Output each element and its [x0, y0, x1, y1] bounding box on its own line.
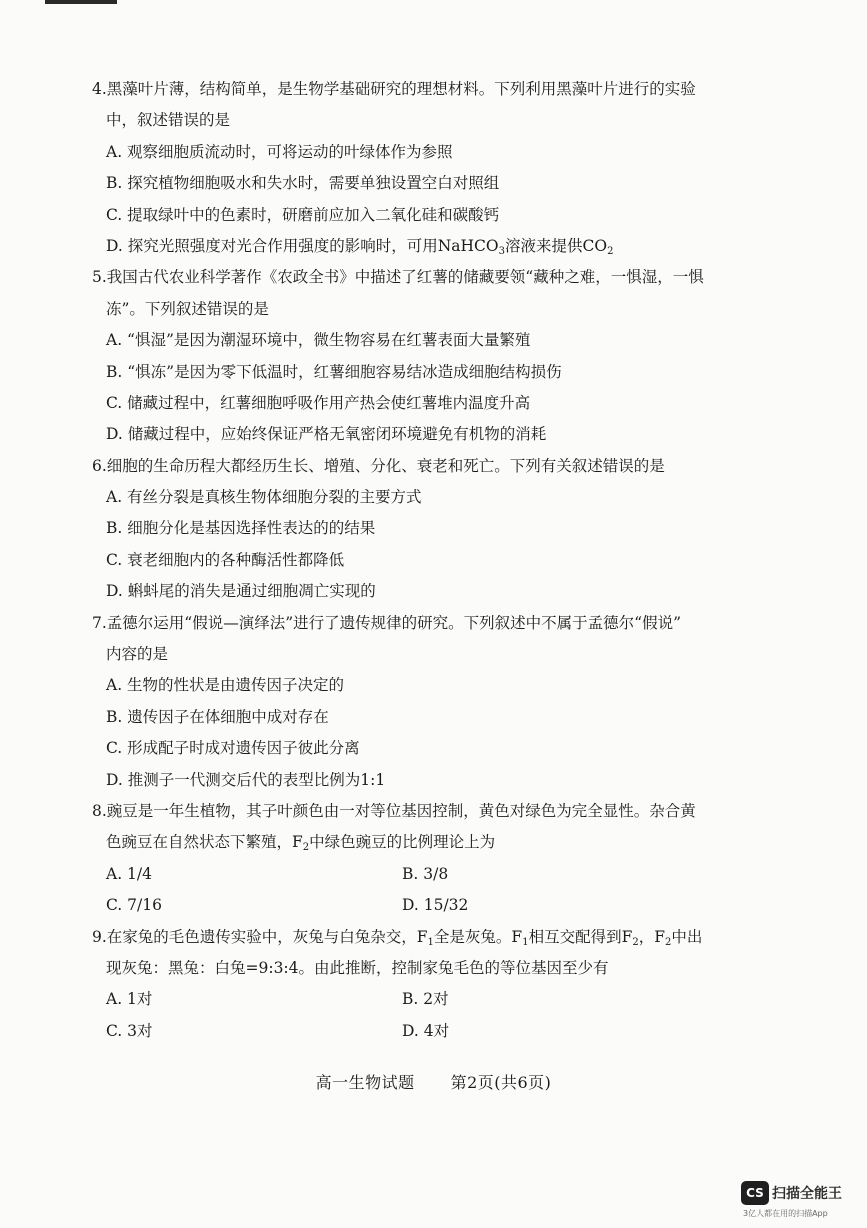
- option-d: D. 4对: [402, 1021, 450, 1040]
- question-4: [92, 74, 742, 262]
- question-stem: 内容的是: [106, 645, 169, 664]
- options-row: [92, 1016, 742, 1047]
- options-row: [92, 984, 742, 1015]
- option-b: B. 细胞分化是基因选择性表达的的结果: [106, 519, 376, 538]
- option-c: C. 形成配子时成对遗传因子彼此分离: [106, 739, 360, 758]
- question-8: [92, 796, 742, 922]
- option-d: D. 蝌蚪尾的消失是通过细胞凋亡实现的: [106, 582, 376, 601]
- option-c: C. 衰老细胞内的各种酶活性都降低: [106, 550, 345, 569]
- option-c: C. 储藏过程中，红薯细胞呼吸作用产热会使红薯堆内温度升高: [106, 393, 531, 412]
- question-stem: 现灰兔：黑兔：白兔=9:3:4。由此推断，控制家兔毛色的等位基因至少有: [106, 958, 609, 977]
- exam-content: [92, 74, 742, 1047]
- question-stem: 7.孟德尔运用“假说—演绎法”进行了遗传规律的研究。下列叙述中不属于孟德尔“假说”: [92, 613, 681, 632]
- option-c: C. 7/16: [106, 896, 162, 915]
- page-footer: [0, 1070, 867, 1093]
- option-b: B. 遗传因子在体细胞中成对存在: [106, 707, 329, 726]
- question-stem: 中，叙述错误的是: [106, 111, 231, 130]
- question-stem: 色豌豆在自然状态下繁殖，$F_2$中绿色豌豆的比例理论上为: [106, 833, 496, 854]
- option-d: D. 探究光照强度对光合作用强度的影响时，可用NaHCO$_3$溶液来提供$CO_2$: [106, 236, 614, 257]
- question-stem: 4.黑藻叶片薄，结构简单，是生物学基础研究的理想材料。下列利用黑藻叶片进行的实验: [92, 80, 696, 98]
- page-number: 第2页(共6页): [450, 1073, 552, 1092]
- scanner-watermark: [741, 1181, 859, 1221]
- option-c: C. 3对: [106, 1021, 153, 1040]
- option-b: B. “惧冻”是因为零下低温时，红薯细胞容易结冰造成细胞结构损伤: [106, 362, 562, 381]
- option-a: A. 观察细胞质流动时，可将运动的叶绿体作为参照: [106, 142, 453, 161]
- option-a: A. “惧湿”是因为潮湿环境中，微生物容易在红薯表面大量繁殖: [106, 331, 531, 350]
- question-5: [92, 262, 742, 450]
- exam-title: 高一生物试题: [315, 1073, 415, 1092]
- option-a: A. 1对: [106, 990, 153, 1009]
- option-a: A. 1/4: [106, 864, 152, 883]
- question-stem: 冻”。下列叙述错误的是: [106, 299, 269, 318]
- question-stem: 6.细胞的生命历程大都经历生长、增殖、分化、衰老和死亡。下列有关叙述错误的是: [92, 456, 665, 475]
- question-6: [92, 451, 742, 608]
- question-stem: 5.我国古代农业科学著作《农政全书》中描述了红薯的储藏要领“藏种之难，一惧湿，一惧: [92, 268, 704, 287]
- watermark-brand: 扫描全能王: [772, 1186, 842, 1202]
- options-row: [92, 890, 742, 921]
- option-a: A. 有丝分裂是真核生物体细胞分裂的主要方式: [106, 488, 422, 507]
- options-row: [92, 859, 742, 890]
- option-c: C. 提取绿叶中的色素时，研磨前应加入二氧化硅和碳酸钙: [106, 205, 500, 224]
- question-7: [92, 608, 742, 796]
- top-edge-mark: [45, 0, 117, 4]
- watermark-tagline: 3亿人都在用的扫描App: [743, 1209, 828, 1218]
- option-b: B. 3/8: [402, 864, 449, 883]
- option-b: B. 2对: [402, 990, 449, 1009]
- camscanner-logo-icon: CS: [741, 1181, 769, 1205]
- question-9: [92, 922, 742, 1048]
- option-a: A. 生物的性状是由遗传因子决定的: [106, 676, 345, 695]
- option-b: B. 探究植物细胞吸水和失水时，需要单独设置空白对照组: [106, 174, 500, 193]
- question-stem: 8.豌豆是一年生植物，其子叶颜色由一对等位基因控制，黄色对绿色为完全显性。杂合黄: [92, 801, 696, 820]
- option-d: D. 15/32: [402, 896, 469, 915]
- option-d: D. 储藏过程中，应始终保证严格无氧密闭环境避免有机物的消耗: [106, 425, 547, 444]
- question-stem: 9.在家兔的毛色遗传实验中，灰兔与白兔杂交，$F_1$全是灰兔。$F_1$相互交配得到$F_2$，$F_2$中出: [92, 927, 703, 948]
- option-d: D. 推测子一代测交后代的表型比例为1:1: [106, 770, 386, 789]
